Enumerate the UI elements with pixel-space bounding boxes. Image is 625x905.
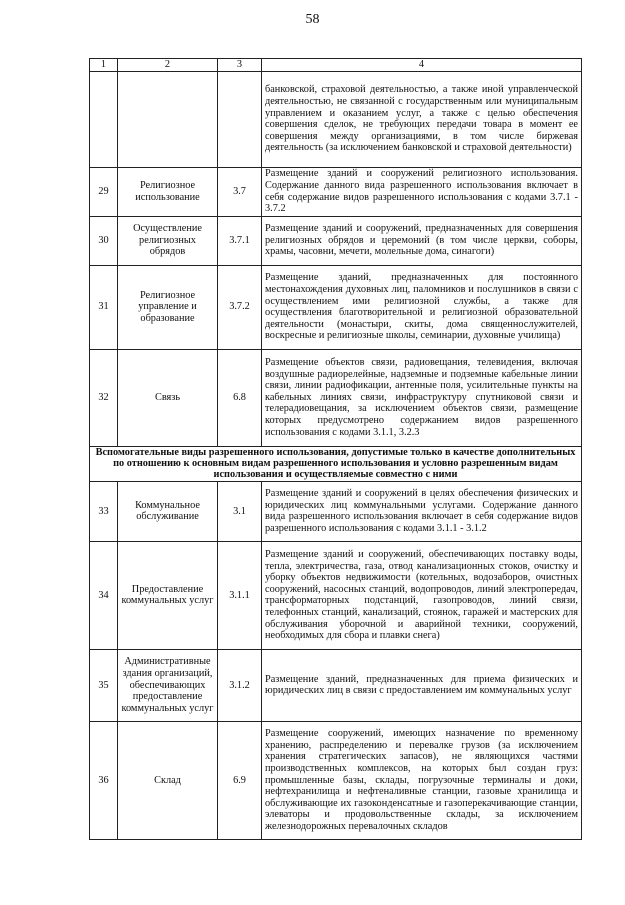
use-name: Религиозное управление и образование [118, 265, 218, 349]
table-row [90, 721, 582, 839]
use-description: Размещение зданий, предназначенных для постоянного местонахождения духовных лиц, паломников и послушников в связи с осуществлением ими религиозной службы, а также для осуществления благотворительной и религиозной образовательной деятельности (монастыри, скиты, дома священнослужителей, воскресные и религиозные школы, семинарии, духовные училища) [262, 265, 582, 349]
column-header: 4 [262, 59, 582, 72]
row-number: 34 [90, 541, 118, 649]
use-name [118, 71, 218, 167]
use-name: Осуществление религиозных обрядов [118, 216, 218, 265]
use-description: Размещение зданий и сооружений, предназначенных для совершения религиозных обрядов и церемоний (в том числе церкви, соборы, храмы, часовни, мечети, молельные дома, синагоги) [262, 216, 582, 265]
use-name: Склад [118, 721, 218, 839]
use-description: Размещение зданий и сооружений, обеспечивающих поставку воды, тепла, электричества, газа, отвод канализационных стоков, очистку и уборку объектов недвижимости (котельных, водозаборов, очистных сооружений, насосных станций, водопроводов, линий электропередач, трансформаторных подстанций, газопроводов, линий связи, телефонных станций, канализаций, стоянок, гаражей и мастерских для обслуживания уборочной и аварийной техники, сооружений, необходимых для сбора и плавки снега) [262, 541, 582, 649]
use-name: Административные здания организаций, обеспечивающих предоставление коммунальных услуг [118, 649, 218, 721]
row-number: 35 [90, 649, 118, 721]
use-code: 3.1 [218, 481, 262, 541]
use-code: 3.7.2 [218, 265, 262, 349]
use-name: Религиозное использование [118, 167, 218, 216]
column-header: 2 [118, 59, 218, 72]
column-header: 1 [90, 59, 118, 72]
table-row [90, 216, 582, 265]
use-description: Размещение зданий и сооружений в целях обеспечения физических и юридических лиц коммунальными услугами. Содержание данного вида разрешенного использования включает в себя содержание видов разрешенного использования с кодами 3.1.1 - 3.1.2 [262, 481, 582, 541]
use-description: банковской, страховой деятельностью, а также иной управленческой деятельностью, не связанной с государственным или муниципальным управлением и оказанием услуг, а также с целью обеспечения совершения сделок, не требующих передачи товара в момент ее совершения между организациями, в том числе биржевая деятельность (за исключением банковской и страховой деятельности) [262, 71, 582, 167]
section-row [90, 446, 582, 481]
row-number: 30 [90, 216, 118, 265]
table-row [90, 649, 582, 721]
row-number: 32 [90, 349, 118, 446]
column-header: 3 [218, 59, 262, 72]
section-heading: Вспомогательные виды разрешенного использования, допустимые только в качестве дополнительных по отношению к основным видам разрешенного использования и условно разрешенным видам использования и осуществляемые совместно с ними [90, 446, 582, 481]
use-name: Предоставление коммунальных услуг [118, 541, 218, 649]
table-row [90, 71, 582, 167]
use-description: Размещение зданий, предназначенных для приема физических и юридических лиц в связи с предоставлением им коммунальных услуг [262, 649, 582, 721]
use-code: 3.1.1 [218, 541, 262, 649]
table-header-row [90, 59, 582, 72]
table-row [90, 481, 582, 541]
use-name: Коммунальное обслуживание [118, 481, 218, 541]
row-number: 29 [90, 167, 118, 216]
use-code: 3.7 [218, 167, 262, 216]
use-description: Размещение сооружений, имеющих назначение по временному хранению, распределению и перевалке грузов (за исключением хранения стратегических запасов), не являющихся частями производственных комплексов, на которых был создан груз: промышленные базы, склады, погрузочные терминалы и доки, нефтехранилища и нефтеналивные станции, газовые хранилища и обслуживающие их газоконденсатные и газоперекачивающие станции, элеваторы и продовольственные склады, за исключением железнодорожных перевалочных складов [262, 721, 582, 839]
row-number [90, 71, 118, 167]
use-description: Размещение объектов связи, радиовещания, телевидения, включая воздушные радиорелейные, надземные и подземные кабельные линии связи, линии радиофикации, антенные поля, усилительные пункты на кабельных линиях связи, инфраструктуру спутниковой связи и телерадиовещания, за исключением объектов связи, размещение которых предусмотрено содержанием видов разрешенного использования с кодами 3.1.1, 3.2.3 [262, 349, 582, 446]
use-code: 6.9 [218, 721, 262, 839]
table-row [90, 349, 582, 446]
use-code: 6.8 [218, 349, 262, 446]
page-number: 58 [305, 12, 320, 27]
table-row [90, 265, 582, 349]
use-code [218, 71, 262, 167]
row-number: 31 [90, 265, 118, 349]
table-row [90, 167, 582, 216]
use-code: 3.1.2 [218, 649, 262, 721]
use-code: 3.7.1 [218, 216, 262, 265]
land-use-table [89, 58, 582, 840]
table-row [90, 541, 582, 649]
use-name: Связь [118, 349, 218, 446]
row-number: 33 [90, 481, 118, 541]
use-description: Размещение зданий и сооружений религиозного использования. Содержание данного вида разрешенного использования включает в себя содержание видов разрешенного использования с кодами 3.7.1 - 3.7.2 [262, 167, 582, 216]
row-number: 36 [90, 721, 118, 839]
